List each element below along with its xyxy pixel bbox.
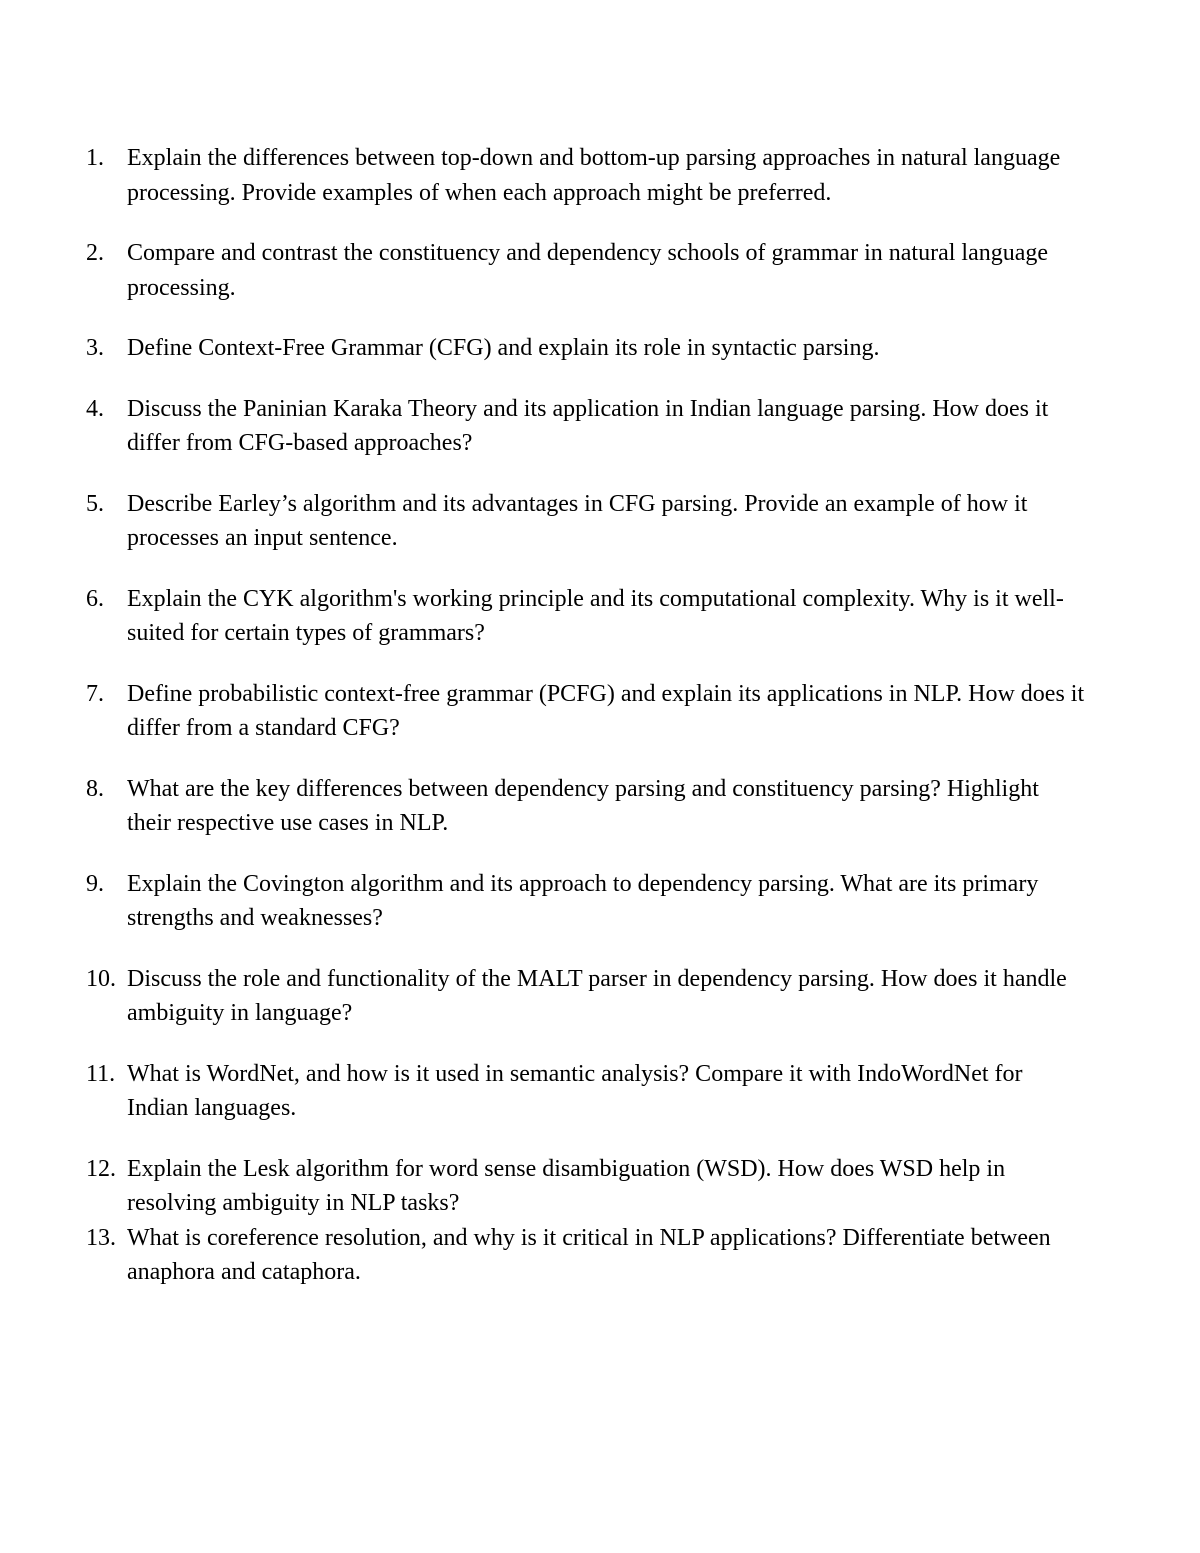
question-number: 4. (86, 395, 104, 422)
question-text: What is WordNet, and how is it used in semantic analysis? Compare it with IndoWordNet for Indian languages. (127, 1060, 1023, 1121)
question-number: 2. (86, 240, 104, 266)
question-text: Explain the differences between top-down and bottom-up parsing approaches in natural language processing. Provide examples of when each approach might be preferred. (127, 145, 1061, 206)
question-number: 9. (86, 870, 104, 897)
question-number: 12. (86, 1155, 116, 1182)
question-text: Discuss the Paninian Karaka Theory and its application in Indian language parsing. How does it differ from CFG-based approaches? (127, 395, 1049, 456)
question-text: Explain the Covington algorithm and its approach to dependency parsing. What are its primary strengths and weaknesses? (127, 870, 1039, 931)
question-text: Compare and contrast the constituency and dependency schools of grammar in natural language processing. (127, 240, 1049, 301)
question-item (86, 236, 1086, 305)
question-number: 10. (86, 965, 116, 992)
question-item (86, 487, 1086, 556)
question-item (86, 582, 1086, 651)
question-item (86, 1221, 1086, 1290)
question-item (86, 331, 1086, 366)
question-text: Define Context-Free Grammar (CFG) and explain its role in syntactic parsing. (127, 335, 880, 361)
question-text: Discuss the role and functionality of the MALT parser in dependency parsing. How does it handle ambiguity in language? (127, 965, 1067, 1026)
question-text: Explain the Lesk algorithm for word sense disambiguation (WSD). How does WSD help in resolving ambiguity in NLP tasks? (127, 1155, 1006, 1216)
question-number: 11. (86, 1060, 116, 1087)
question-item (86, 772, 1086, 841)
question-item (86, 867, 1086, 936)
question-item (86, 1152, 1086, 1221)
question-text: Describe Earley’s algorithm and its advantages in CFG parsing. Provide an example of how it processes an input sentence. (127, 490, 1028, 551)
question-number: 1. (86, 145, 104, 171)
question-number: 7. (86, 680, 104, 707)
question-list (86, 141, 1086, 1290)
question-item (86, 141, 1086, 210)
question-number: 5. (86, 490, 104, 517)
question-item (86, 962, 1086, 1031)
question-number: 3. (86, 335, 104, 361)
question-text: What are the key differences between dependency parsing and constituency parsing? Highlight their respective use cases in NLP. (127, 775, 1039, 836)
question-text: Define probabilistic context-free grammar (PCFG) and explain its applications in NLP. How does it differ from a standard CFG? (127, 680, 1085, 741)
question-item (86, 392, 1086, 461)
question-text: Explain the CYK algorithm's working principle and its computational complexity. Why is it well-suited for certain types of grammars? (127, 585, 1064, 646)
question-item (86, 677, 1086, 746)
question-number: 13. (86, 1224, 116, 1251)
question-item (86, 1057, 1086, 1126)
question-text: What is coreference resolution, and why is it critical in NLP applications? Differentiate between anaphora and cataphora. (127, 1224, 1051, 1285)
question-number: 6. (86, 585, 104, 612)
question-number: 8. (86, 775, 104, 802)
